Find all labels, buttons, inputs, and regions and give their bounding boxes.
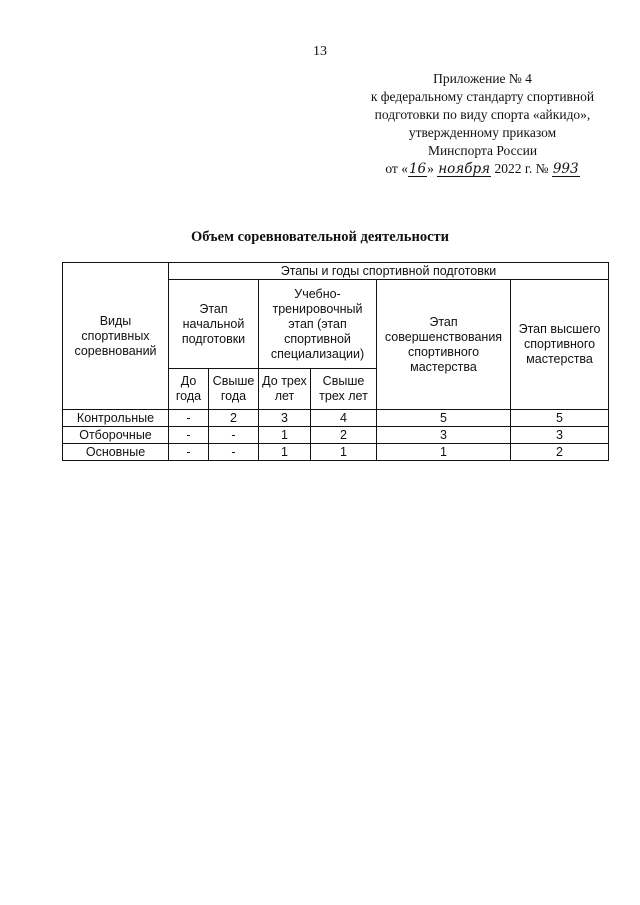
cell: 4	[311, 410, 377, 427]
order-date-line	[355, 160, 610, 178]
row-label: Отборочные	[63, 427, 169, 444]
sub-over-year: Свыше года	[209, 369, 259, 410]
cell: 5	[511, 410, 609, 427]
cell: -	[209, 427, 259, 444]
cell: -	[169, 444, 209, 461]
cell: -	[209, 444, 259, 461]
col-types-header: Виды спортивных соревнований	[63, 263, 169, 410]
table-row	[63, 410, 609, 427]
appendix-line-5: Минспорта России	[427, 143, 538, 158]
order-number: 993	[552, 161, 579, 177]
date-prefix: от «	[385, 161, 408, 176]
stage-improvement-header: Этап совершенствования спортивного мастерства	[377, 280, 511, 410]
stage-initial-header: Этап начальной подготовки	[169, 280, 259, 369]
cell: -	[169, 410, 209, 427]
stage-training-header: Учебно-тренировочный этап (этап спортивной специализации)	[259, 280, 377, 369]
cell: 2	[511, 444, 609, 461]
competition-volume-table	[62, 262, 609, 461]
sub-over-three: Свыше трех лет	[311, 369, 377, 410]
order-month: ноября	[438, 161, 491, 177]
cell: 1	[259, 444, 311, 461]
table-row	[63, 427, 609, 444]
cell: -	[169, 427, 209, 444]
sub-up-to-year: До года	[169, 369, 209, 410]
document-title: Объем соревновательной деятельности	[191, 229, 449, 245]
page-number: 13	[313, 44, 327, 59]
stage-higher-header: Этап высшего спортивного мастерства	[511, 280, 609, 410]
cell: 1	[311, 444, 377, 461]
row-label: Контрольные	[63, 410, 169, 427]
appendix-line-1: Приложение № 4	[433, 71, 532, 86]
appendix-line-3: подготовки по виду спорта «айкидо»,	[374, 107, 591, 122]
cell: 2	[311, 427, 377, 444]
cell: 3	[259, 410, 311, 427]
stages-header: Этапы и годы спортивной подготовки	[169, 263, 609, 280]
date-mid: »	[427, 161, 438, 176]
cell: 1	[259, 427, 311, 444]
table-row	[63, 444, 609, 461]
cell: 3	[377, 427, 511, 444]
appendix-line-2: к федеральному стандарту спортивной	[370, 89, 595, 104]
order-year: 2022 г. №	[494, 161, 552, 176]
sub-up-to-three: До трех лет	[259, 369, 311, 410]
appendix-line-4: утвержденному приказом	[408, 125, 557, 140]
row-label: Основные	[63, 444, 169, 461]
cell: 3	[511, 427, 609, 444]
order-day: 16	[408, 161, 427, 177]
appendix-header	[355, 70, 610, 178]
cell: 5	[377, 410, 511, 427]
cell: 2	[209, 410, 259, 427]
cell: 1	[377, 444, 511, 461]
